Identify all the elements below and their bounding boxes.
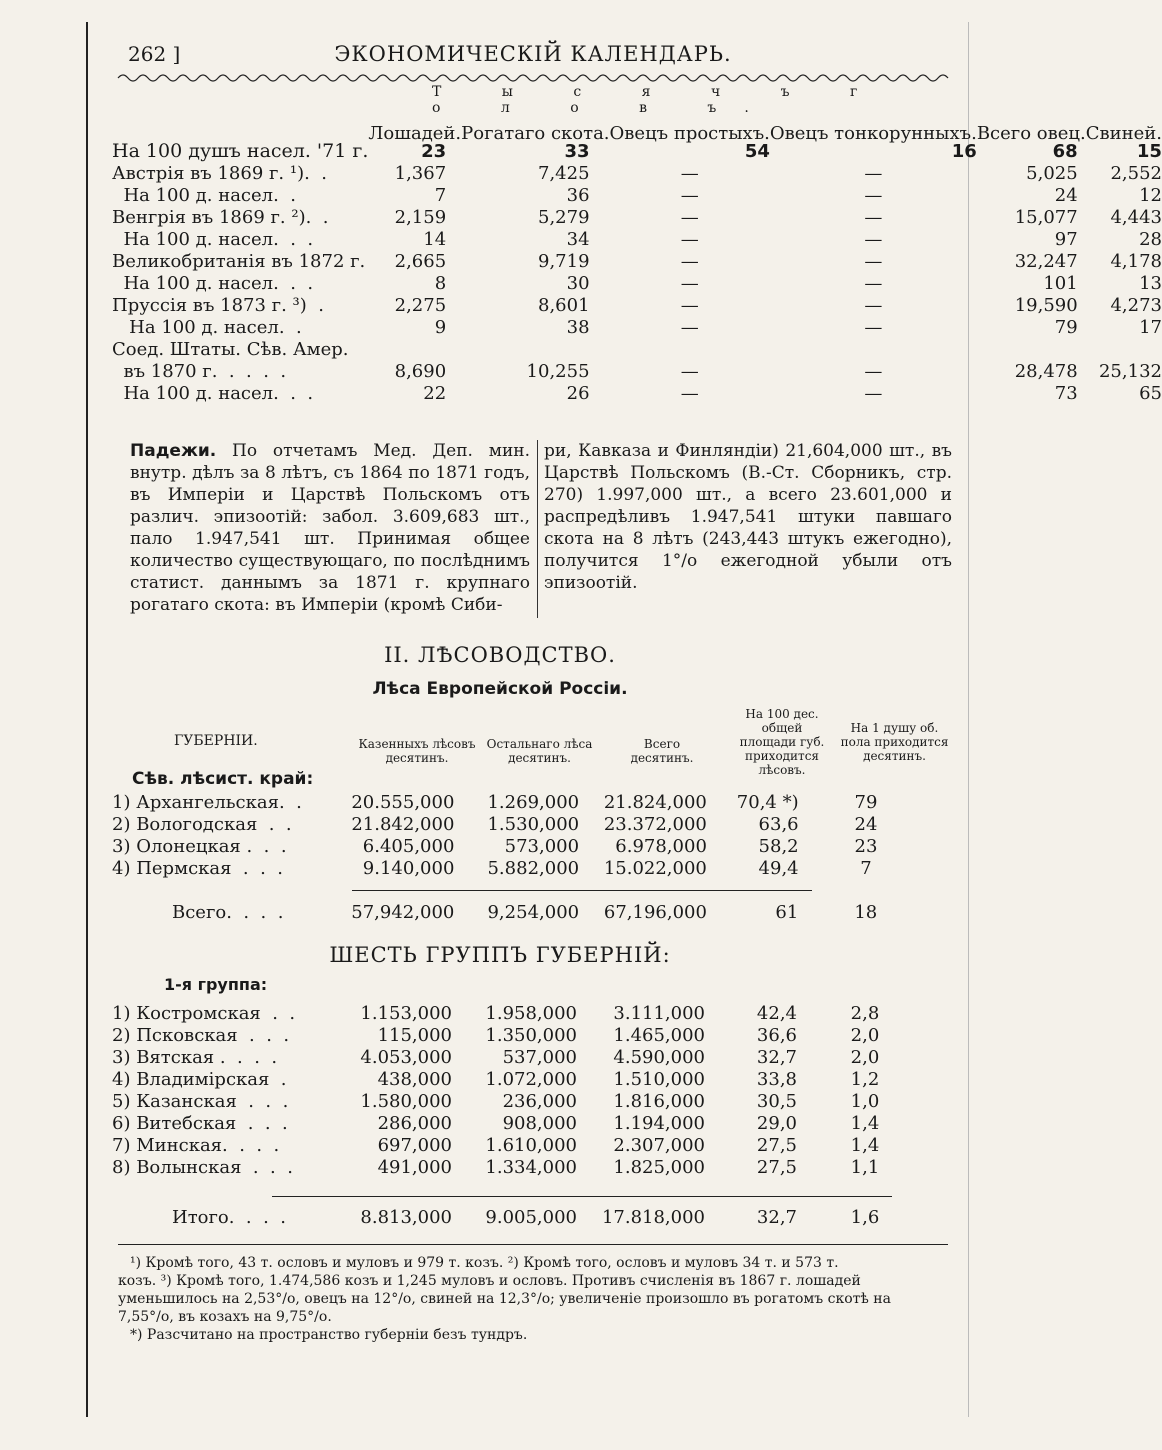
row-value: 101 — [1043, 272, 1078, 294]
row-value: 28 — [1139, 228, 1162, 250]
row-label: 6) Витебская . . . — [112, 1112, 288, 1134]
row-value: 1.465,000 — [613, 1024, 705, 1046]
row-label: Великобританія въ 1872 г. — [112, 250, 366, 272]
col-cattle: Рогатаго скота. — [461, 123, 610, 144]
row-value: 4.053,000 — [360, 1046, 452, 1068]
group-body — [112, 1002, 957, 1178]
row-value: — — [864, 184, 883, 206]
col-pigs: Свиней. — [1085, 123, 1162, 144]
row-value: 33,8 — [756, 1068, 797, 1090]
row-value: 79 — [1054, 316, 1078, 338]
col-per-soul: На 1 душу об. пола приходится десятинъ. — [840, 721, 949, 763]
row-value: 2,0 — [850, 1046, 880, 1068]
row-value: 23 — [421, 140, 447, 162]
row-value: 32,247 — [1014, 250, 1078, 272]
row-value: 58,2 — [758, 835, 799, 857]
row-value: 115,000 — [377, 1024, 452, 1046]
table-row — [112, 316, 1162, 338]
row-value — [770, 338, 977, 360]
row-value: 9,719 — [538, 250, 590, 272]
north-table — [112, 791, 957, 879]
row-value: 2,0 — [850, 1024, 880, 1046]
table-row — [112, 360, 1162, 382]
row-value: 286,000 — [377, 1112, 452, 1134]
row-value: 1.530,000 — [487, 813, 580, 835]
row-value: 2,665 — [394, 250, 447, 272]
footnote-line-2: козъ. ³) Кромѣ того, 1.474,586 козъ и 1,245 муловъ и ословъ. Противъ счисленія въ 1867 г. лошадей — [118, 1273, 861, 1289]
row-label: На 100 д. насел. . — [112, 184, 296, 206]
row-value: 22 — [423, 382, 447, 404]
row-value: 18 — [854, 901, 878, 923]
row-label: На 100 д. насел. . . — [112, 382, 314, 404]
row-value: 4,178 — [1110, 250, 1162, 272]
row-value: — — [680, 272, 699, 294]
row-value: 2,159 — [394, 206, 447, 228]
row-value: 32,7 — [756, 1206, 797, 1228]
row-value: 491,000 — [377, 1156, 452, 1178]
col-per100: На 100 дес. общей площади губ. приходится лѣсовъ. — [739, 707, 825, 777]
region-label: Сѣв. лѣсист. край: — [132, 769, 314, 789]
footnote-rule — [118, 1244, 948, 1245]
row-value: 34 — [566, 228, 590, 250]
row-value: 6.978,000 — [615, 835, 707, 857]
row-label: Венгрія въ 1869 г. ²). . — [112, 206, 329, 228]
table-row — [112, 1002, 957, 1024]
row-value — [461, 338, 609, 360]
row-value: 9,254,000 — [487, 901, 580, 923]
row-value: 26 — [566, 382, 590, 404]
row-value: 36 — [566, 184, 590, 206]
table-row — [112, 184, 1162, 206]
table-row — [112, 1068, 957, 1090]
row-value: 24 — [1054, 184, 1078, 206]
livestock-table — [112, 102, 1162, 404]
footnote-line-3: уменьшилось на 2,53°/о, овецъ на 12°/о, свиней на 12,3°/о; увеличеніе произошло въ рогатомъ скотѣ на — [118, 1291, 891, 1307]
row-label: На 100 душъ насел. '71 г. — [112, 140, 369, 162]
row-value: 23.372,000 — [603, 813, 707, 835]
col-sheep-total: Всего овец. — [976, 123, 1086, 144]
table-row — [112, 272, 1162, 294]
column-divider — [537, 440, 538, 618]
running-title: ЭКОНОМИЧЕСКІЙ КАЛЕНДАРЬ. — [334, 42, 732, 66]
row-value: 1.580,000 — [360, 1090, 452, 1112]
row-value: 73 — [1054, 382, 1078, 404]
row-value: 1.153,000 — [360, 1002, 452, 1024]
row-value: 97 — [1054, 228, 1078, 250]
row-value: 13 — [1139, 272, 1162, 294]
row-label: въ 1870 г. . . . . — [112, 360, 287, 382]
row-value: 30 — [566, 272, 590, 294]
row-value: 9.005,000 — [485, 1206, 577, 1228]
table-row — [112, 857, 957, 879]
row-value: 1.350,000 — [485, 1024, 577, 1046]
row-value: 2,275 — [394, 294, 447, 316]
row-value: — — [680, 228, 699, 250]
row-value: 1,2 — [850, 1068, 880, 1090]
row-value: 27,5 — [756, 1156, 797, 1178]
row-value: 5.882,000 — [487, 857, 580, 879]
table-row — [112, 835, 957, 857]
col-sheep-simple: Овецъ простыхъ. — [609, 123, 770, 144]
group-total-table — [112, 1206, 957, 1228]
table-row — [112, 1090, 957, 1112]
table-row — [112, 1134, 957, 1156]
row-value: 4,443 — [1110, 206, 1162, 228]
row-value: 1.825,000 — [613, 1156, 705, 1178]
row-value: 23 — [854, 835, 878, 857]
table-row — [112, 228, 1162, 250]
row-value: 1,6 — [850, 1206, 880, 1228]
footnote-line-4: 7,55°/о, въ козахъ на 9,75°/о. — [118, 1309, 332, 1325]
row-value: — — [864, 272, 883, 294]
row-value: — — [680, 184, 699, 206]
row-value: 2.307,000 — [613, 1134, 705, 1156]
groups-table-block — [112, 1002, 957, 1228]
row-value — [1086, 338, 1162, 360]
row-value: 1,4 — [850, 1112, 880, 1134]
unit-header: Т ы с я ч ъ г о л о в ъ. — [432, 84, 886, 116]
row-value: 12 — [1139, 184, 1162, 206]
row-value: 54 — [744, 140, 770, 162]
col-horses: Лошадей. — [368, 123, 462, 144]
row-value: 8,601 — [538, 294, 590, 316]
row-value: — — [680, 294, 699, 316]
row-value: 1.072,000 — [485, 1068, 577, 1090]
padezhi-left-column — [130, 440, 530, 616]
padezhi-right-column — [544, 440, 952, 594]
livestock-header-row — [112, 102, 1162, 140]
row-label: Итого. . . . — [172, 1206, 286, 1228]
row-value: 33 — [564, 140, 590, 162]
row-value: 19,590 — [1014, 294, 1078, 316]
table-row — [112, 294, 1162, 316]
table-row — [112, 1024, 957, 1046]
row-value: 15 — [1136, 140, 1162, 162]
row-label: На 100 д. насел. . . — [112, 272, 314, 294]
row-label: Всего. . . . — [172, 901, 284, 923]
padezhi-left-text: По отчетамъ Мед. Деп. мин. внутр. дѣлъ за 8 лѣтъ, съ 1864 по 1871 годъ, въ Имперіи и Царствѣ Польскомъ отъ различ. эпизоотій: забол. 3.609,683 шт., пало 1.947,541 шт. Принимая общее количество существующаго, по послѣднимъ статист. даннымъ за 1871 г. крупнаго рогатаго скота: въ Имперіи (кромѣ Сиби- — [130, 441, 531, 615]
table-row — [112, 1112, 957, 1134]
row-value: — — [680, 250, 699, 272]
row-value: 61 — [775, 901, 799, 923]
row-value: 24 — [854, 813, 878, 835]
col-kazennye: Казенныхъ лѣсовъ десятинъ. — [358, 737, 476, 765]
row-value: 16 — [951, 140, 977, 162]
row-value: 5,279 — [538, 206, 590, 228]
row-value: 7 — [860, 857, 872, 879]
col-sheep-fine: Овецъ тонкорунныхъ. — [769, 123, 977, 144]
row-label: Соед. Штаты. Сѣв. Амер. — [112, 338, 349, 360]
row-value: 79 — [854, 791, 878, 813]
page-header — [118, 38, 948, 70]
row-value: 1.194,000 — [613, 1112, 705, 1134]
row-label: На 100 д. насел. . . — [112, 228, 314, 250]
row-value: 1,0 — [850, 1090, 880, 1112]
table-row — [112, 1046, 957, 1068]
footnotes — [118, 1254, 953, 1344]
row-value: 32,7 — [756, 1046, 797, 1068]
row-label: 3) Вятская . . . . — [112, 1046, 278, 1068]
row-value: 27,5 — [756, 1134, 797, 1156]
groups-title: ШЕСТЬ ГРУППЪ ГУБЕРНІЙ: — [329, 943, 671, 967]
col-gubernii: ГУБЕРНІИ. — [174, 733, 258, 749]
row-label: 5) Казанская . . . — [112, 1090, 289, 1112]
page-number: 262 ] — [128, 42, 181, 66]
row-value: — — [864, 382, 883, 404]
row-value: 1,367 — [394, 162, 447, 184]
row-value: 42,4 — [756, 1002, 797, 1024]
row-label: 4) Владимірская . — [112, 1068, 287, 1090]
row-label: 1) Архангельская. . — [112, 791, 302, 813]
row-value: 36,6 — [756, 1024, 797, 1046]
table-row — [112, 791, 957, 813]
group1-table — [112, 1002, 957, 1178]
row-value: — — [864, 162, 883, 184]
footnote-line-1: ¹) Кромѣ того, 43 т. ословъ и муловъ и 979 т. козъ. ²) Кромѣ того, ословъ и муловъ 34 т. и 573 т. — [130, 1255, 839, 1271]
row-value: 68 — [1052, 140, 1078, 162]
forestry-section-title: II. ЛѢСОВОДСТВО. — [384, 643, 616, 667]
row-value: — — [864, 316, 883, 338]
row-value — [977, 338, 1086, 360]
table-row — [112, 382, 1162, 404]
padezhi-lead: Падежи. — [130, 441, 217, 461]
wavy-rule — [118, 72, 948, 84]
group1-label: 1-я группа: — [164, 975, 268, 994]
row-value: 28,478 — [1014, 360, 1078, 382]
row-value: — — [864, 294, 883, 316]
row-value: 236,000 — [502, 1090, 577, 1112]
row-value: 1.334,000 — [485, 1156, 577, 1178]
row-value: — — [680, 360, 699, 382]
row-value: 8 — [434, 272, 447, 294]
row-label: 7) Минская. . . . — [112, 1134, 280, 1156]
row-value: 1,4 — [850, 1134, 880, 1156]
row-value: 7 — [434, 184, 447, 206]
row-value: 573,000 — [504, 835, 580, 857]
row-value: 1.816,000 — [613, 1090, 705, 1112]
table-row — [112, 813, 957, 835]
row-value: 17 — [1139, 316, 1162, 338]
padezhi-right-text: ри, Кавказа и Финляндіи) 21,604,000 шт., въ Царствѣ Польскомъ (В.-Ст. Сборникъ, стр. 270) 1.997,000 шт., а всего 23.601,000 и распредѣливъ 1.947,541 штуки павшаго скота на 8 лѣтъ (243,443 штукъ ежегодно), получится 1°/о ежегодной убыли отъ эпизоотій. — [544, 441, 952, 593]
row-value: 57,942,000 — [351, 901, 455, 923]
row-value: 17.818,000 — [601, 1206, 705, 1228]
row-label: 2) Псковская . . . — [112, 1024, 290, 1046]
row-value: — — [864, 206, 883, 228]
row-value: 29,0 — [756, 1112, 797, 1134]
row-value: 14 — [423, 228, 447, 250]
row-value: 10,255 — [526, 360, 590, 382]
livestock-body — [112, 140, 1162, 404]
row-value: 8,690 — [394, 360, 447, 382]
row-value: 20.555,000 — [351, 791, 455, 813]
row-value: 21.824,000 — [603, 791, 707, 813]
table-row — [112, 206, 1162, 228]
row-value: 9.140,000 — [362, 857, 455, 879]
row-label: 3) Олонецкая . . . — [112, 835, 287, 857]
table-row — [112, 1156, 957, 1178]
table-row — [112, 338, 1162, 360]
row-label: 1) Костромская . . — [112, 1002, 296, 1024]
row-value: 21.842,000 — [351, 813, 455, 835]
row-value: 697,000 — [377, 1134, 452, 1156]
row-value: 30,5 — [756, 1090, 797, 1112]
row-value: — — [680, 206, 699, 228]
row-label: 4) Пермская . . . — [112, 857, 283, 879]
row-label: Пруссія въ 1873 г. ³) . — [112, 294, 324, 316]
group-total-body — [112, 1206, 957, 1228]
row-value: 3.111,000 — [613, 1002, 705, 1024]
col-ostalnye: Остальнаго лѣса десятинъ. — [486, 737, 593, 765]
row-value: 15.022,000 — [603, 857, 707, 879]
north-total-rule — [352, 890, 812, 891]
row-value: 25,132 — [1098, 360, 1162, 382]
row-value: 67,196,000 — [603, 901, 707, 923]
row-value: 5,025 — [1026, 162, 1078, 184]
row-label: 2) Вологодская . . — [112, 813, 292, 835]
row-value: 1.510,000 — [613, 1068, 705, 1090]
north-total-table — [112, 901, 957, 923]
table-row — [112, 162, 1162, 184]
row-value: 438,000 — [377, 1068, 452, 1090]
row-value: 1.269,000 — [487, 791, 580, 813]
row-value: 1,1 — [850, 1156, 880, 1178]
row-value: 2,552 — [1110, 162, 1162, 184]
row-label: На 100 д. насел. . — [112, 316, 302, 338]
row-value: 908,000 — [502, 1112, 577, 1134]
row-value: 15,077 — [1014, 206, 1078, 228]
row-value: 49,4 — [758, 857, 799, 879]
col-vsego: Всего десятинъ. — [630, 737, 694, 765]
row-label: 8) Волынская . . . — [112, 1156, 293, 1178]
row-value: 8.813,000 — [360, 1206, 452, 1228]
table-row — [112, 901, 957, 923]
row-value: — — [864, 250, 883, 272]
row-value: — — [864, 360, 883, 382]
row-label: Австрія въ 1869 г. ¹). . — [112, 162, 327, 184]
row-value: 4.590,000 — [613, 1046, 705, 1068]
row-value: 4,273 — [1110, 294, 1162, 316]
north-body — [112, 791, 957, 879]
row-value: — — [680, 382, 699, 404]
row-value: 65 — [1139, 382, 1162, 404]
row-value: 9 — [434, 316, 447, 338]
forestry-subtitle: Лѣса Европейской Россіи. — [372, 679, 628, 699]
row-value: 70,4 *) — [736, 791, 799, 813]
group-total-rule — [272, 1196, 892, 1197]
north-total-body — [112, 901, 957, 923]
table-row — [112, 250, 1162, 272]
row-value: 38 — [566, 316, 590, 338]
row-value: 6.405,000 — [362, 835, 455, 857]
table-row — [112, 1206, 957, 1228]
row-value: 7,425 — [538, 162, 590, 184]
row-value — [610, 338, 770, 360]
row-value: 1.610,000 — [485, 1134, 577, 1156]
row-value: 1.958,000 — [485, 1002, 577, 1024]
row-value: — — [680, 162, 699, 184]
row-value — [368, 338, 461, 360]
row-value: 537,000 — [502, 1046, 577, 1068]
row-value: — — [680, 316, 699, 338]
footnote-line-5: *) Разсчитано на пространство губерніи безъ тундръ. — [130, 1327, 528, 1343]
row-value: 63,6 — [758, 813, 799, 835]
row-value: — — [864, 228, 883, 250]
row-value: 2,8 — [850, 1002, 880, 1024]
